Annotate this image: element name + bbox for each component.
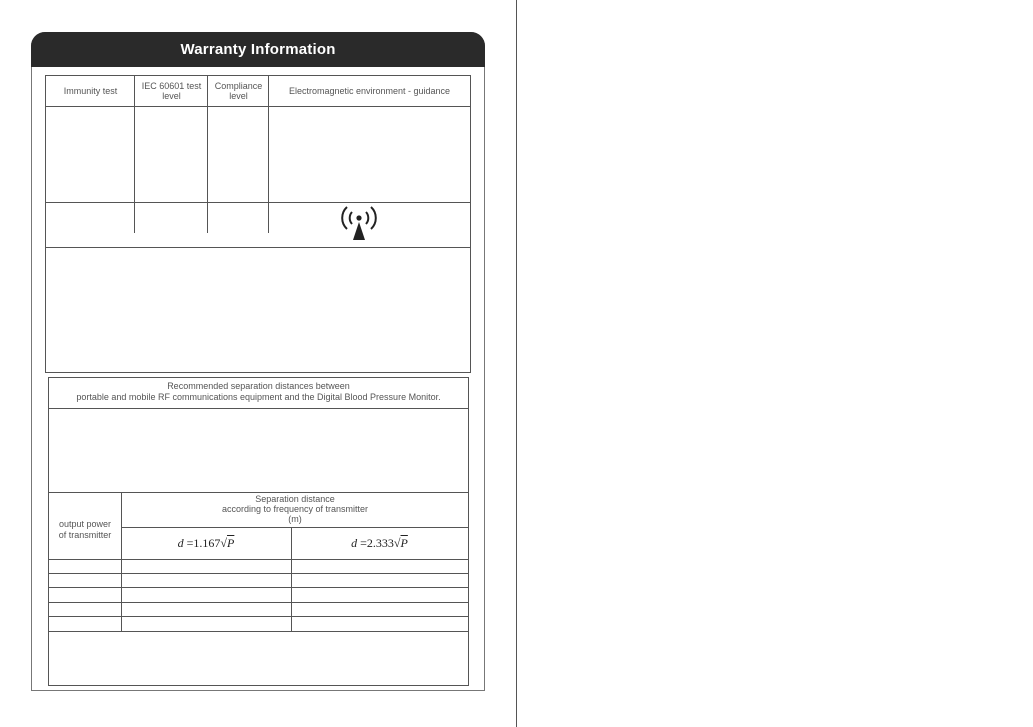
separation-header-line1: Separation distance: [255, 494, 335, 504]
immunity-table: [45, 75, 471, 373]
header-compliance-level: Compliance level: [214, 81, 263, 101]
formula-variable-p: P: [227, 536, 235, 550]
output-power-line1: output power: [58, 519, 112, 529]
table-row-divider: [49, 587, 468, 588]
separation-table-title: [49, 378, 468, 409]
formula-coefficient: 2.333: [366, 536, 394, 550]
separation-header-line2: according to frequency of transmitter: [221, 504, 369, 514]
immunity-table-header-row: [46, 76, 470, 107]
formula-high-frequency: d = 2.333 √ P: [351, 536, 408, 550]
separation-distance-header: [121, 492, 468, 528]
header-immunity-test: Immunity test: [63, 86, 118, 96]
header-iec-test-level: IEC 60601 test level: [141, 81, 202, 101]
output-power-header: [49, 492, 121, 560]
immunity-table-body-row: [46, 106, 470, 203]
formula-coefficient: 1.167: [193, 536, 221, 550]
non-ionizing-radiation-icon: [334, 204, 384, 249]
separation-distance-table: [48, 377, 469, 686]
formula-variable-d: d: [177, 536, 184, 550]
formula-low-frequency: d = 1.167 √ P: [177, 536, 235, 550]
separation-table-footnote: [49, 631, 468, 685]
separation-title-line2: portable and mobile RF communications equipment and the Digital Blood Pressure Monitor.: [76, 392, 441, 402]
table-row-divider: [49, 573, 468, 574]
header-em-environment-guidance: Electromagnetic environment - guidance: [288, 86, 451, 96]
immunity-table-note-row: [46, 203, 470, 248]
separation-header-line3: (m): [288, 514, 302, 524]
output-power-line2: of transmitter: [58, 530, 112, 540]
table-row-divider: [49, 602, 468, 603]
formula-variable-d: d: [351, 536, 358, 550]
page-fold-line: [516, 0, 517, 727]
document-page: [31, 32, 485, 691]
table-row-divider: [49, 616, 468, 617]
page-title: Warranty Information: [31, 32, 485, 67]
separation-table-note: [49, 409, 468, 493]
formula-variable-p: P: [400, 536, 408, 550]
separation-title-line1: Recommended separation distances between: [167, 381, 350, 391]
table-row-divider: [49, 559, 468, 560]
